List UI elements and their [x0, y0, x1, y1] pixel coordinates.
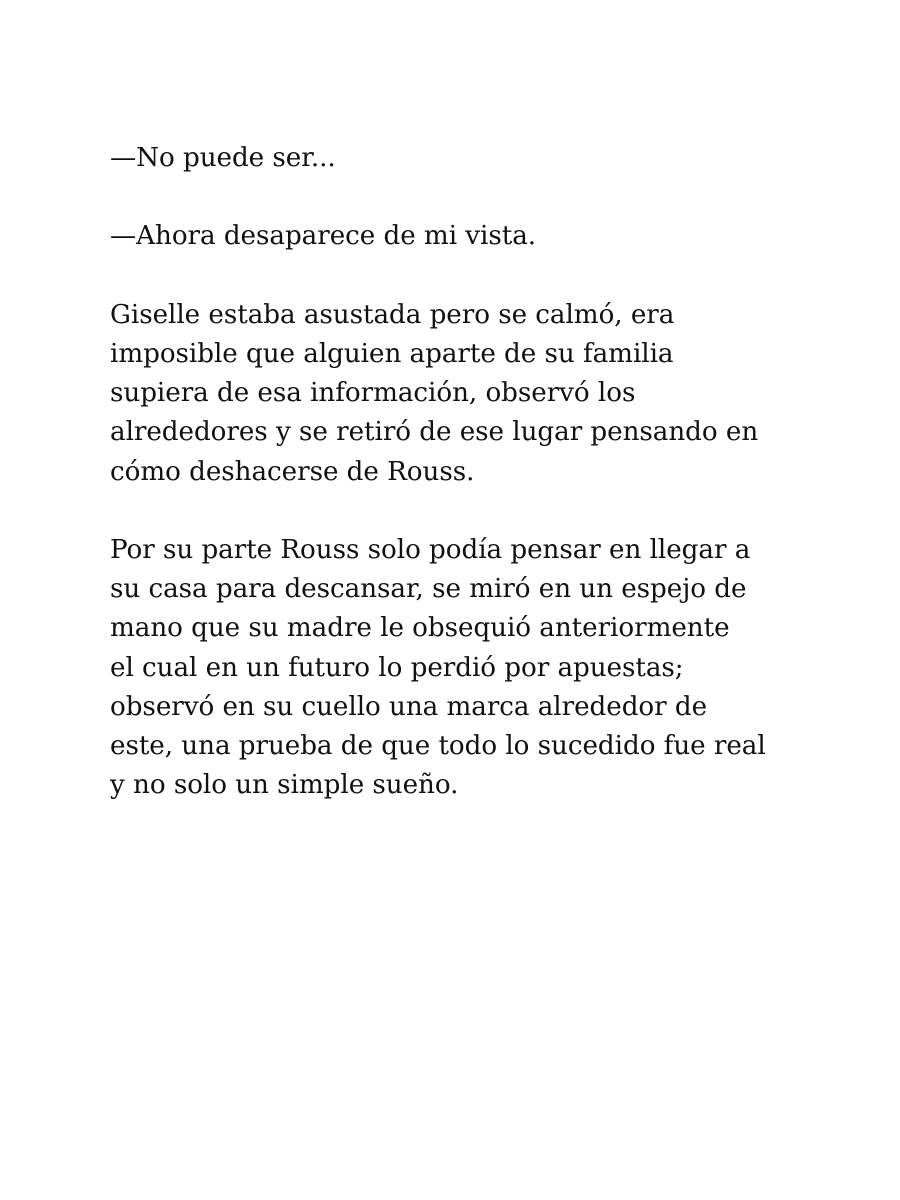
text-line: imposible que alguien aparte de su familia: [110, 338, 674, 369]
text-line: este, una prueba de que todo lo sucedido fue real: [110, 731, 766, 761]
text-line: —Ahora desaparece de mi vista.: [110, 221, 537, 252]
text-line: y no solo un simple sueño.: [110, 770, 459, 801]
story-text: [110, 139, 810, 805]
text-line: supiera de esa información, observó los: [110, 378, 636, 409]
text-line: mano que su madre le obsequió anteriormente: [110, 613, 730, 644]
narrative-paragraph-2: [110, 531, 810, 805]
dialogue-paragraph-1: [110, 139, 810, 178]
text-line: cómo deshacerse de Rouss.: [110, 456, 475, 487]
paragraph-spacer: [110, 257, 810, 296]
text-line: observó en su cuello una marca alrededor de: [110, 691, 708, 722]
text-line: Por su parte Rouss solo podía pensar en llegar a: [110, 534, 751, 565]
text-line: Giselle estaba asustada pero se calmó, era: [110, 299, 675, 330]
narrative-paragraph-1: [110, 296, 810, 492]
paragraph-spacer: [110, 178, 810, 217]
text-line: alrededores y se retiró de ese lugar pensando en: [110, 417, 759, 448]
dialogue-paragraph-2: [110, 217, 810, 256]
text-line: el cual en un futuro lo perdió por apuestas;: [110, 652, 684, 683]
text-line: su casa para descansar, se miró en un espejo de: [110, 574, 747, 605]
text-line: —No puede ser...: [110, 143, 336, 173]
paragraph-spacer: [110, 492, 810, 531]
